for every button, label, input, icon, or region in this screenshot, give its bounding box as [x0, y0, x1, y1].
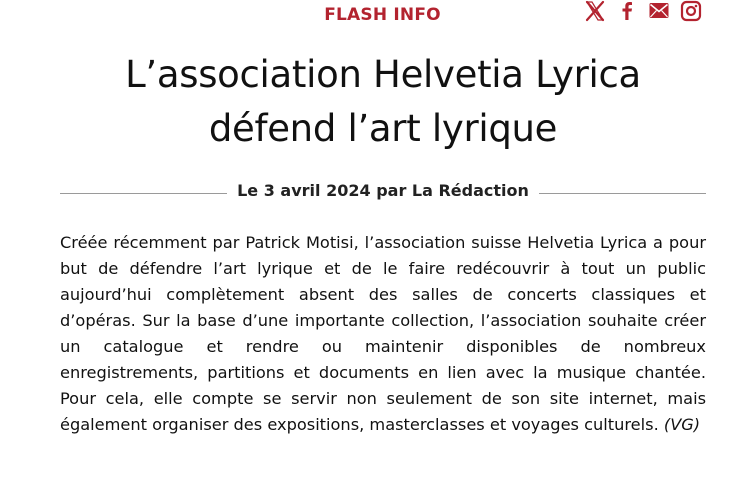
social-links: [584, 0, 702, 22]
article-title: [60, 48, 706, 156]
facebook-icon: [616, 0, 638, 22]
article-title-line-2: défend l’art lyrique: [208, 107, 558, 150]
article-title-line-1: L’association Helvetia Lyrica: [125, 53, 641, 96]
share-mail-button[interactable]: [648, 0, 670, 22]
share-x-button[interactable]: [584, 0, 606, 22]
top-bar: [0, 0, 752, 34]
flash-info-label: FLASH INFO: [324, 5, 441, 25]
byline-row: [60, 178, 706, 202]
byline-rule-left: [60, 193, 227, 194]
byline-rule-right: [539, 193, 706, 194]
article-body-text: Créée récemment par Patrick Motisi, l’association suisse Helvetia Lyrica a pour but de défendre l’art lyrique et de le faire redécouvrir à tout un public aujourd’hui complètement absent des salles de concerts classiques et d’opéras. Sur la base d’une importante collection, l’association souhaite créer un catalogue et rendre ou maintenir disponibles de nombreux enregistrements, partitions et documents en lien avec la musique chantée. Pour cela, elle compte se servir non seulement de son site internet, mais également organiser des expositions, masterclasses et voyages culturels.: [60, 233, 706, 434]
byline: Le 3 avril 2024 par La Rédaction: [237, 180, 529, 200]
share-instagram-button[interactable]: [680, 0, 702, 22]
article-body: [60, 230, 706, 438]
author-signature: (VG): [663, 415, 701, 434]
instagram-icon: [680, 0, 702, 22]
share-facebook-button[interactable]: [616, 0, 638, 22]
x-icon: [584, 0, 606, 22]
mail-icon: [648, 0, 670, 22]
